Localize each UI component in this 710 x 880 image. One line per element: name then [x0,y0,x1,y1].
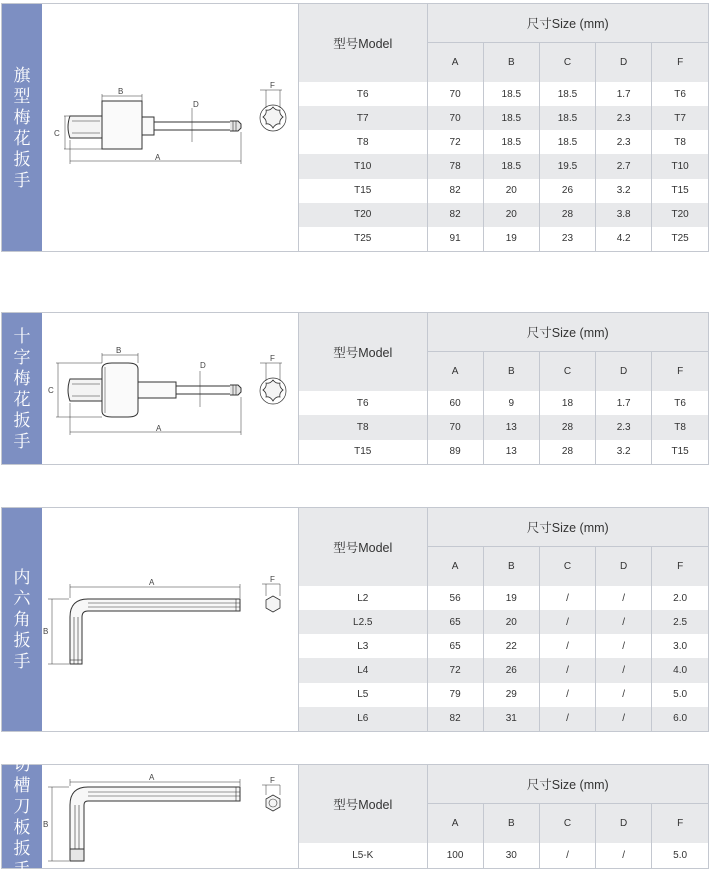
col-header-b: B [483,351,539,391]
flag-torx-wrench-drawing [42,4,298,251]
model-header: 型号Model [299,313,427,391]
dim-label-d: D [200,361,206,370]
table-row: T25 91 19 23 4.2 T25 [299,227,708,251]
dim-label-f: F [270,776,275,785]
col-header-b: B [483,803,539,843]
col-header-d: D [596,803,652,843]
col-header-b: B [483,546,539,586]
table-row: L2 56 19 / / 2.0 [299,586,708,610]
dim-label-c: C [54,129,60,138]
section-grooving-blade-wrench [1,754,709,879]
table-row: L5-K 100 30 / / 5.0 [299,843,708,868]
table-row: T6 60 9 18 1.7 T6 [299,391,708,415]
hex-key-wrench-drawing [42,508,298,731]
col-header-b: B [483,42,539,82]
dim-label-a: A [156,424,162,433]
table-row: T10 78 18.5 19.5 2.7 T10 [299,154,708,178]
section-cross-torx-wrench [1,312,709,465]
size-header: 尺寸Size (mm) [427,4,708,42]
col-header-a: A [427,42,483,82]
table-row: L4 72 26 / / 4.0 [299,658,708,682]
table-row: L5 79 29 / / 5.0 [299,683,708,707]
model-header: 型号Model [299,508,427,586]
spec-table [298,4,708,251]
table-row: T15 89 13 28 3.2 T15 [299,440,708,464]
col-header-c: C [539,546,595,586]
col-header-f: F [652,351,708,391]
dim-label-f: F [270,354,275,363]
table-row: T8 70 13 28 2.3 T8 [299,415,708,439]
dim-label-b: B [43,820,49,829]
size-header: 尺寸Size (mm) [427,765,708,803]
dim-label-c: C [48,386,54,395]
dim-label-a: A [149,578,155,587]
model-header: 型号Model [299,4,427,82]
dim-label-b: B [43,627,49,636]
table-row: L3 65 22 / / 3.0 [299,634,708,658]
col-header-a: A [427,546,483,586]
col-header-a: A [427,351,483,391]
dim-label-a: A [155,153,161,162]
col-header-d: D [596,546,652,586]
dim-label-f: F [270,575,275,584]
section-label: 切槽刀板扳手 [2,765,42,868]
col-header-a: A [427,803,483,843]
table-row: T20 82 20 28 3.8 T20 [299,203,708,227]
dim-label-d: D [193,100,199,109]
table-row: T6 70 18.5 18.5 1.7 T6 [299,82,708,106]
col-header-d: D [596,351,652,391]
col-header-f: F [652,42,708,82]
section-label: 旗型梅花扳手 [2,4,42,251]
table-row: T7 70 18.5 18.5 2.3 T7 [299,106,708,130]
size-header: 尺寸Size (mm) [427,508,708,546]
table-row: L6 82 31 / / 6.0 [299,707,708,731]
col-header-d: D [596,42,652,82]
spec-table [298,313,708,464]
section-flag-torx-wrench [1,3,709,252]
spec-table [298,765,708,868]
table-row: T15 82 20 26 3.2 T15 [299,179,708,203]
spec-table [298,508,708,731]
section-label: 内六角扳手 [2,508,42,731]
table-row: L2.5 65 20 / / 2.5 [299,610,708,634]
section-label: 十字梅花扳手 [2,313,42,464]
dim-label-a: A [149,773,155,782]
model-header: 型号Model [299,765,427,843]
dim-label-b: B [116,346,122,355]
section-hex-key-wrench [1,507,709,732]
grooving-blade-wrench-drawing [42,765,298,868]
col-header-c: C [539,351,595,391]
col-header-f: F [652,803,708,843]
dim-label-b: B [118,87,124,96]
size-header: 尺寸Size (mm) [427,313,708,351]
cross-torx-wrench-drawing [42,313,298,464]
col-header-c: C [539,42,595,82]
dim-label-f: F [270,81,275,90]
col-header-c: C [539,803,595,843]
col-header-f: F [652,546,708,586]
table-row: T8 72 18.5 18.5 2.3 T8 [299,130,708,154]
